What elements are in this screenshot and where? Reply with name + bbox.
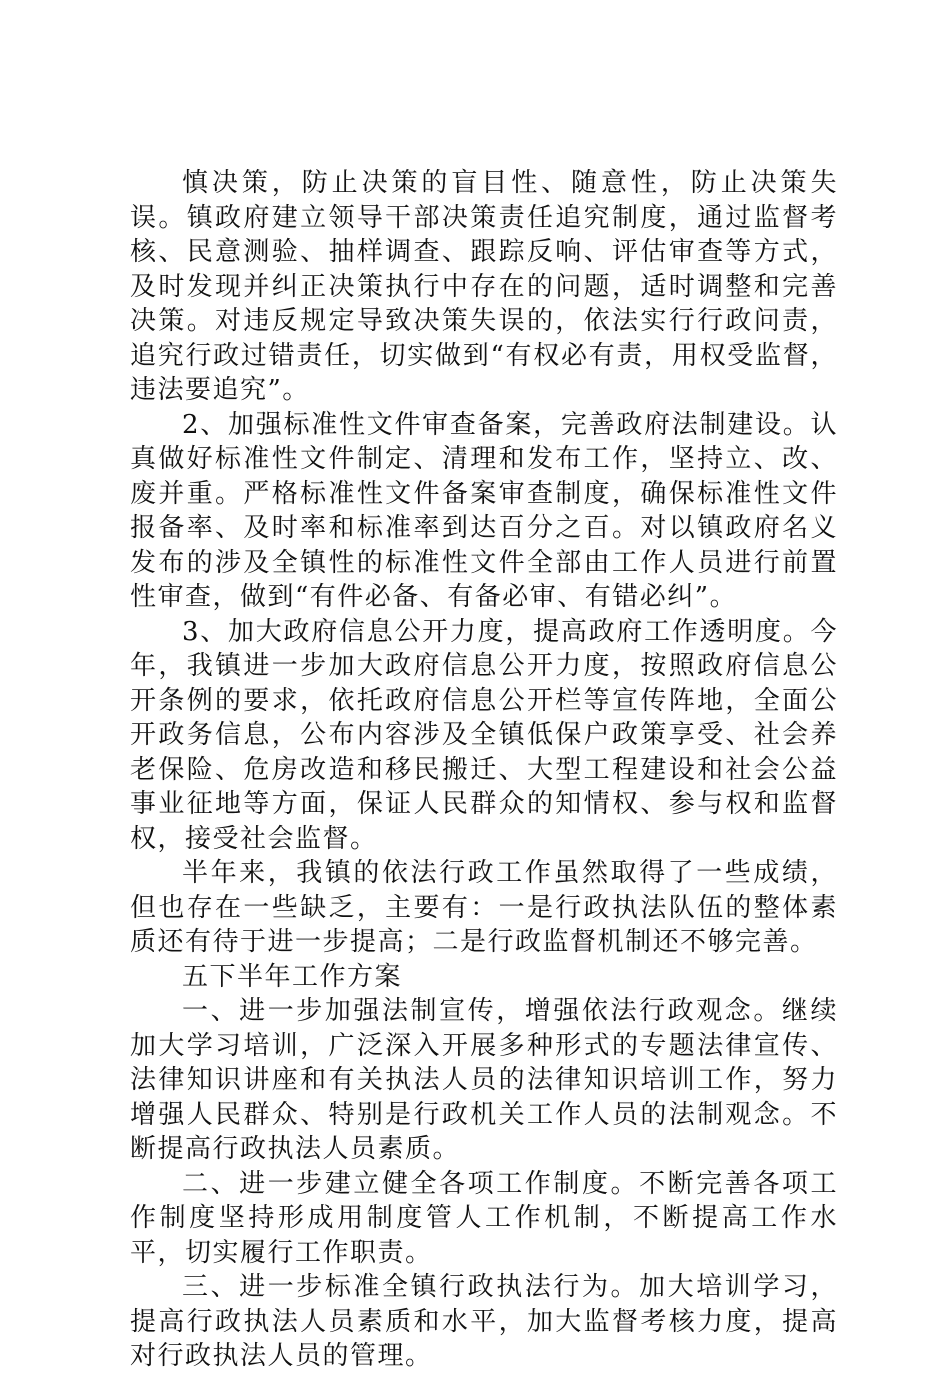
paragraph-normative-documents: 2、加强标准性文件审查备案，完善政府法制建设。认真做好标准性文件制定、清理和发布工作，坚持立、改、废并重。严格标准性文件备案审查制度，确保标准性文件报备率、及时率和标准率到达百分之百。对以镇政府名义发布的涉及全镇性的标准性文件全部由工作人员进行前置性审查，做到“有件必备、有备必审、有错必纠”。 [130,409,838,612]
section-heading: 五下半年工作方案 [182,961,403,992]
plan-item-work-systems: 二、进一步建立健全各项工作制度。不断完善各项工作制度坚持形成用制度管人工作机制，不断提高工作水平，切实履行工作职责。 [130,1168,838,1268]
plan-item-law-enforcement: 三、进一步标准全镇行政执法行为。加大培训学习，提高行政执法人员素质和水平，加大监督考核力度，提高对行政执法人员的管理。 [130,1272,838,1371]
document-body [130,166,838,1374]
paragraph-shortcomings: 半年来，我镇的依法行政工作虽然取得了一些成绩，但也存在一些缺乏，主要有：一是行政执法队伍的整体素质还有待于进一步提高；二是行政监督机制还不够完善。 [130,858,838,957]
paragraph-decision-accountability: 慎决策，防止决策的盲目性、随意性，防止决策失误。镇政府建立领导干部决策责任追究制度，通过监督考核、民意测验、抽样调查、跟踪反响、评估审查等方式，及时发现并纠正决策执行中存在的问题，适时调整和完善决策。对违反规定导致决策失误的，依法实行行政问责，追究行政过错责任，切实做到“有权必有责，用权受监督，违法要追究”。 [130,168,838,405]
plan-item-legal-publicity: 一、进一步加强法制宣传，增强依法行政观念。继续加大学习培训，广泛深入开展多种形式的专题法律宣传、法律知识讲座和有关执法人员的法律知识培训工作，努力增强人民群众、特别是行政机关工作人员的法制观念。不断提高行政执法人员素质。 [130,996,838,1164]
paragraph-information-disclosure: 3、加大政府信息公开力度，提高政府工作透明度。今年，我镇进一步加大政府信息公开力度，按照政府信息公开条例的要求，依托政府信息公开栏等宣传阵地，全面公开政务信息，公布内容涉及全镇低保户政策享受、社会养老保险、危房改造和移民搬迁、大型工程建设和社会公益事业征地等方面，保证人民群众的知情权、参与权和监督权，接受社会监督。 [130,616,838,854]
